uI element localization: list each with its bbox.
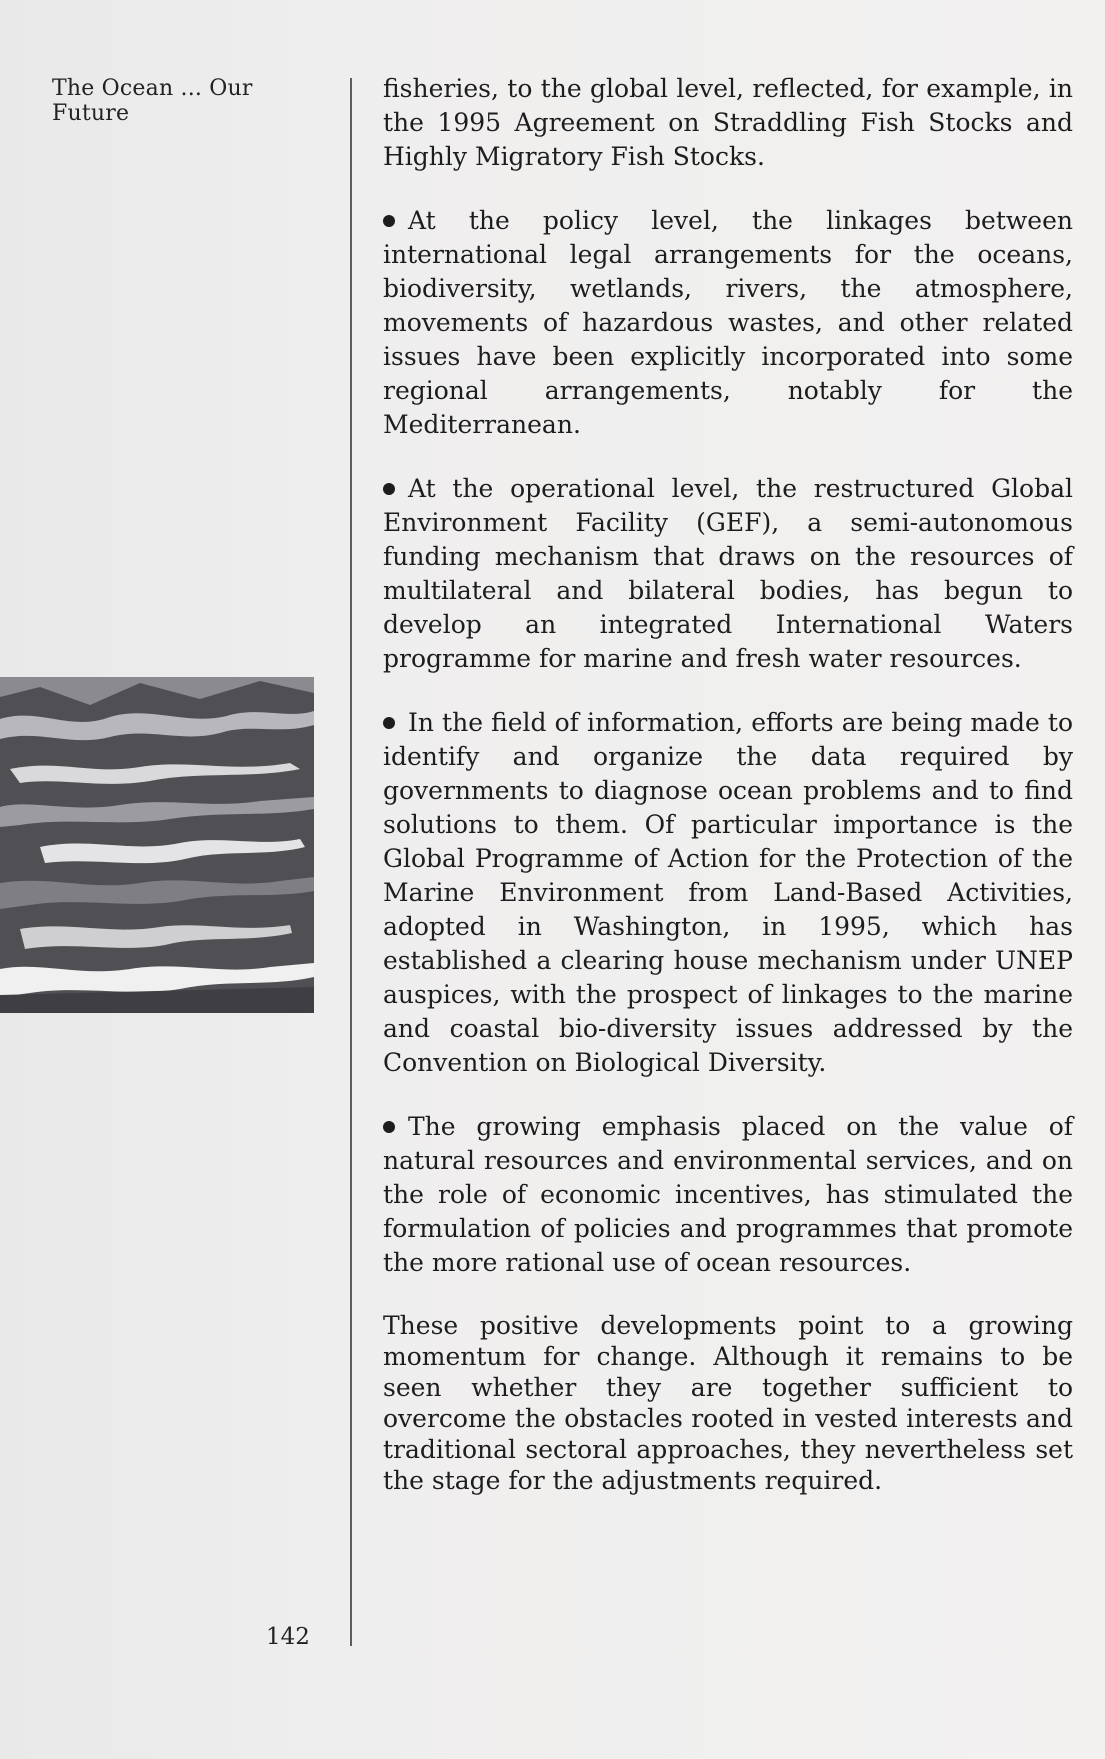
bullet-item-operational	[383, 472, 1073, 676]
bullet-item-information	[383, 706, 1073, 1080]
bullet-icon	[383, 483, 395, 495]
closing-paragraph: These positive developments point to a growing momentum for change. Although it remains to be seen whether they are together sufficient to overcome the obstacles rooted in vested interests and traditional sectoral approaches, they nevertheless set the stage for the adjustments required.	[383, 1311, 1073, 1495]
bullet-text: In the field of information, efforts are being made to identify and organize the data required by governments to diagnose ocean problems and to find solutions to them. Of particular importance is the Global Programme of Action for the Protection of the Marine Environment from Land-Based Activities, adopted in Washington, in 1995, which has established a clearing house mechanism under UNEP auspices, with the prospect of linkages to the marine and coastal bio-diversity issues addressed by the Convention on Biological Diversity.	[383, 708, 1073, 1077]
bullet-item-economic	[383, 1110, 1073, 1280]
bullet-item-policy	[383, 204, 1073, 442]
bullet-icon	[383, 1121, 395, 1133]
paragraph-1: fisheries, to the global level, reflected, for example, in the 1995 Agreement on Straddling Fish Stocks and Highly Migratory Fish Stocks.	[383, 74, 1073, 171]
bullet-text: The growing emphasis placed on the value of natural resources and environmental services, and on the role of economic incentives, has stimulated the formulation of policies and programmes that promote the more rational use of ocean resources.	[383, 1112, 1073, 1277]
ocean-waves-icon	[0, 677, 314, 1013]
bullet-text: At the policy level, the linkages between international legal arrangements for the oceans, biodiversity, wetlands, rivers, the atmosphere, movements of hazardous wastes, and other related issues have been explicitly incorporated into some regional arrangements, notably for the Mediterranean.	[383, 206, 1073, 439]
running-head: The Ocean ... Our Future	[52, 76, 253, 126]
bullet-icon	[383, 717, 395, 729]
bullet-text: At the operational level, the restructured Global Environment Facility (GEF), a semi-autonomous funding mechanism that draws on the resources of multilateral and bilateral bodies, has begun to develop an integrated International Waters programme for marine and fresh water resources.	[383, 474, 1073, 673]
ocean-waves-photo	[0, 677, 314, 1013]
page-number: 142	[266, 1624, 310, 1650]
column-divider	[350, 78, 352, 1646]
bullet-icon	[383, 215, 395, 227]
body-text-column	[383, 72, 1073, 1526]
